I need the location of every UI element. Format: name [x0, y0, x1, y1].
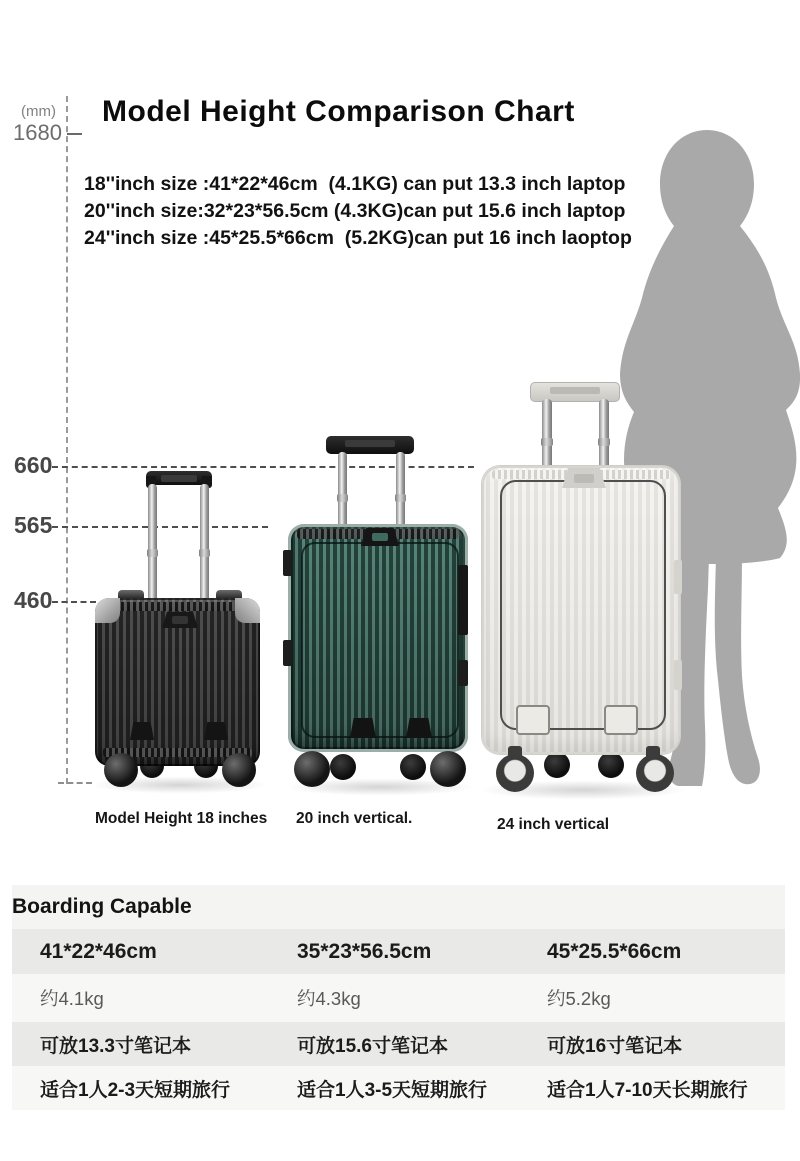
caption-18-inch: Model Height 18 inches [95, 810, 268, 827]
cell-dim-24: 45*25.5*66cm [547, 939, 682, 963]
table-title-label: Boarding Capable [12, 895, 192, 918]
suitcase-24-wheel-right [636, 754, 674, 792]
suitcase-18-latch-right [204, 722, 228, 740]
suitcase-24-handle-tube-left [542, 399, 552, 469]
suitcase-20-side-grip-left-bottom [283, 640, 292, 666]
suitcase-24-front-lid-outline [500, 480, 666, 730]
suitcase-18-lock-slot [172, 616, 188, 624]
axis-tick-1680 [67, 133, 82, 135]
cell-weight-20: 约4.3kg [297, 988, 361, 1009]
gridline-565 [52, 526, 268, 528]
spec-line-24: 24''inch size :45*25.5*66cm (5.2KG)can put 16 inch laoptop [84, 227, 632, 249]
suitcase-18-latch-left [130, 722, 154, 740]
suitcase-20-wheel-rear-left [330, 754, 356, 780]
axis-value-460: 460 [14, 587, 53, 613]
boarding-capability-table [12, 885, 785, 1110]
size-spec-block [84, 171, 632, 252]
table-row-dimensions [12, 929, 785, 974]
suitcase-24-lock-slot [574, 474, 594, 483]
suitcase-18-handle-tube-left [148, 484, 157, 602]
suitcase-20-side-grip-right-bottom [458, 660, 468, 686]
suitcase-18-corner-guard-right [235, 598, 260, 623]
cell-weight-24: 约5.2kg [547, 988, 611, 1009]
suitcase-24-wheel-rear-right [598, 752, 624, 778]
suitcase-18-top-trim [103, 602, 252, 611]
table-row-weight [12, 974, 785, 1022]
suitcase-20-lock-slot [372, 533, 388, 541]
suitcase-20-latch-left [350, 718, 376, 738]
cell-dim-20: 35*23*56.5cm [297, 939, 432, 963]
cell-weight-18: 约4.1kg [40, 988, 104, 1009]
cell-trip-24: 适合1人7-10天长期旅行 [547, 1079, 748, 1101]
suitcase-18-corner-guard-left [95, 598, 120, 623]
axis-ground-mark [58, 782, 92, 784]
cell-trip-18: 适合1人2-3天短期旅行 [40, 1079, 231, 1101]
cell-trip-20: 适合1人3-5天短期旅行 [297, 1079, 488, 1101]
suitcase-24-latch-right [604, 705, 638, 735]
gridline-660 [52, 466, 474, 468]
cell-laptop-24: 可放16寸笔记本 [547, 1035, 683, 1057]
table-title [12, 885, 785, 929]
suitcase-20-wheel-left [294, 751, 330, 787]
suitcase-20-handle-tube-left [338, 452, 347, 528]
caption-24-inch: 24 inch vertical [497, 816, 610, 833]
suitcase-24-side-grip-right-top [674, 560, 682, 594]
suitcase-20-side-grip-left-top [283, 550, 292, 576]
suitcase-24-wheel-rear-left [544, 752, 570, 778]
suitcase-20-tsa-panel [458, 565, 468, 635]
suitcase-20-front-lid-outline [301, 542, 459, 738]
table-row-trip [12, 1066, 785, 1110]
axis-value-565: 565 [14, 512, 53, 538]
spec-line-20: 20''inch size:32*23*56.5cm (4.3KG)can put 15.6 inch laptop [84, 200, 626, 222]
suitcase-24-handle-tube-right [599, 399, 609, 469]
suitcase-24-side-grip-right-bottom [674, 660, 682, 690]
caption-20-inch: 20 inch vertical. [296, 810, 413, 827]
axis-value-660: 660 [14, 452, 53, 478]
suitcase-20-handle-tube-right [396, 452, 405, 528]
gridline-460 [52, 601, 96, 603]
suitcase-18-wheel-right [222, 753, 256, 787]
suitcase-18-handle-tube-right [200, 484, 209, 602]
page-title: Model Height Comparison Chart [102, 95, 575, 128]
suitcase-24-wheel-left [496, 754, 534, 792]
suitcase-20-wheel-rear-right [400, 754, 426, 780]
cell-laptop-20: 可放15.6寸笔记本 [297, 1035, 448, 1057]
suitcase-20-wheel-right [430, 751, 466, 787]
cell-laptop-18: 可放13.3寸笔记本 [40, 1035, 191, 1057]
table-row-laptop [12, 1022, 785, 1066]
suitcase-18-wheel-left [104, 753, 138, 787]
axis-value-1680: 1680 [13, 120, 62, 145]
spec-line-18: 18''inch size :41*22*46cm (4.1KG) can put 13.3 inch laptop [84, 173, 626, 195]
height-axis-line [66, 96, 68, 784]
axis-unit-label: (mm) [21, 103, 56, 120]
suitcase-20-latch-right [406, 718, 432, 738]
suitcase-24-latch-left [516, 705, 550, 735]
cell-dim-18: 41*22*46cm [40, 939, 157, 963]
